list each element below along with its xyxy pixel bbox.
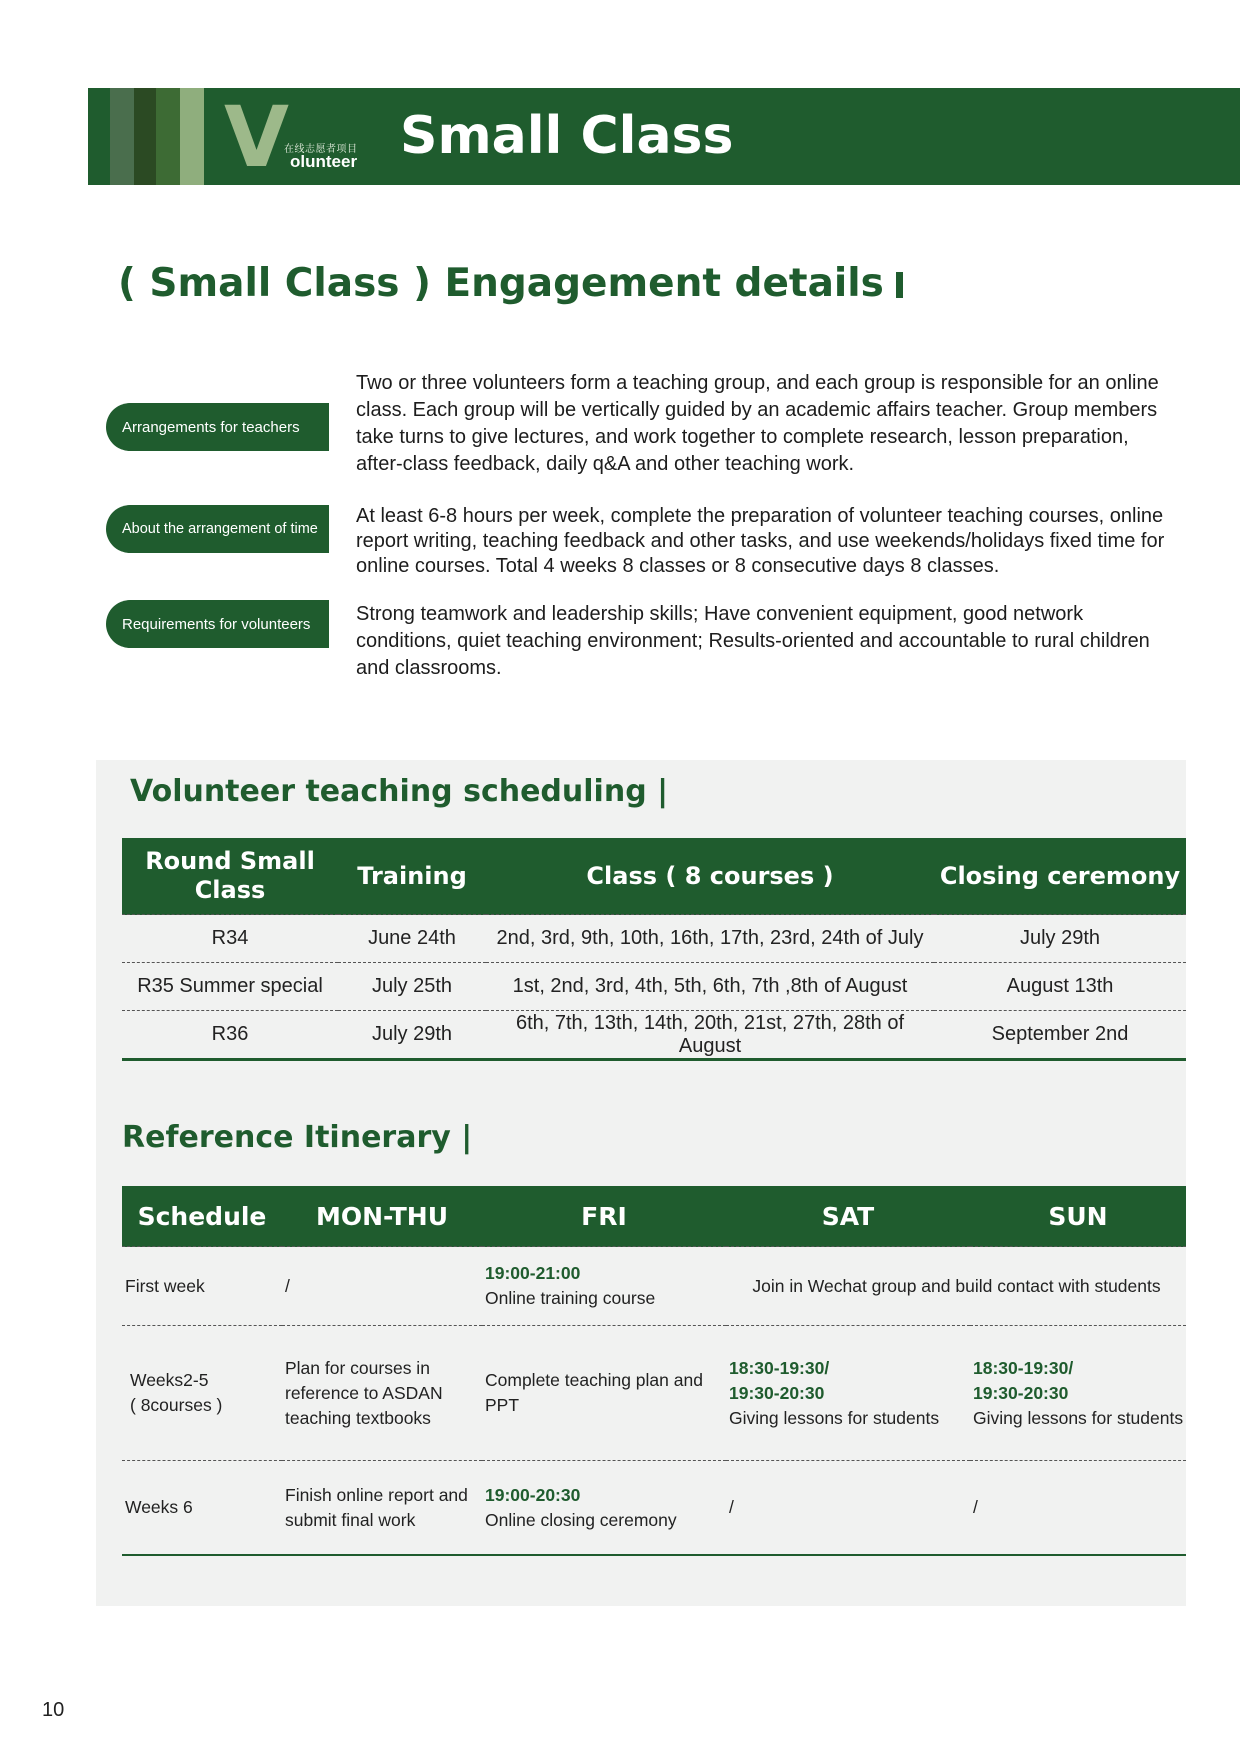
column-header: SAT	[726, 1186, 970, 1247]
title-bar-marker	[896, 272, 903, 298]
table-row	[122, 1247, 1186, 1326]
cell-fri	[482, 1247, 726, 1326]
activity-text: Online closing ceremony	[485, 1509, 677, 1530]
cell-sun: /	[970, 1461, 1186, 1556]
table-row	[122, 1461, 1186, 1556]
decorative-stripe	[110, 88, 134, 185]
cell-mon-thu: /	[282, 1247, 482, 1326]
cell-sun	[970, 1326, 1186, 1461]
label-arrangement-time: About the arrangement of time	[106, 505, 329, 553]
cell-mon-thu: Finish online report and submit final work	[282, 1461, 482, 1556]
cell-class: 6th, 7th, 13th, 14th, 20th, 21st, 27th, 28th of August	[486, 1011, 934, 1060]
cell-fri: Complete teaching plan and PPT	[482, 1326, 726, 1461]
column-header: SUN	[970, 1186, 1186, 1247]
table-row	[122, 1326, 1186, 1461]
decorative-stripe	[180, 88, 204, 185]
activity-text: Online training course	[485, 1288, 656, 1308]
time-slot: 19:30-20:30	[973, 1382, 1069, 1403]
column-header: MON-THU	[282, 1186, 482, 1247]
scheduling-table	[122, 838, 1186, 1061]
cell-schedule: Weeks 6	[122, 1461, 282, 1556]
column-header: Schedule	[122, 1186, 282, 1247]
cell-fri	[482, 1461, 726, 1556]
cell-schedule: First week	[122, 1247, 282, 1326]
column-header: Training	[338, 838, 486, 915]
itinerary-title: Reference Itinerary |	[122, 1120, 473, 1155]
cell-weekend: Join in Wechat group and build contact with students	[726, 1247, 1186, 1326]
label-arrangements-teachers: Arrangements for teachers	[106, 403, 329, 451]
activity-text: Giving lessons for students	[973, 1407, 1184, 1428]
cell-sat	[726, 1326, 970, 1461]
time-slot: 18:30-19:30/	[729, 1357, 830, 1378]
cell-class: 1st, 2nd, 3rd, 4th, 5th, 6th, 7th ,8th of August	[486, 963, 934, 1011]
column-header: Closing ceremony	[934, 838, 1186, 915]
table-row	[122, 915, 1186, 963]
cell-round: R36	[122, 1011, 338, 1060]
scheduling-title: Volunteer teaching scheduling |	[130, 774, 669, 809]
cell-round: R34	[122, 915, 338, 963]
cell-sat: /	[726, 1461, 970, 1556]
cell-closing: September 2nd	[934, 1011, 1186, 1060]
table-row	[122, 1011, 1186, 1060]
page-title: Small Class	[400, 106, 734, 166]
cell-training: July 29th	[338, 1011, 486, 1060]
engagement-title-text: ( Small Class ) Engagement details	[118, 261, 884, 306]
cell-training: July 25th	[338, 963, 486, 1011]
cell-mon-thu: Plan for courses in reference to ASDAN teaching textbooks	[282, 1326, 482, 1461]
decorative-stripe	[134, 88, 156, 185]
text-arrangements-teachers: Two or three volunteers form a teaching group, and each group is responsible for an online class. Each group will be vertically guided by an academic affairs teacher. Group members take turns to give lectures, and work together to complete research, lesson preparation, after-class feedback, daily q&A and other teaching work.	[356, 372, 1159, 475]
engagement-title	[118, 258, 903, 310]
cell-class: 2nd, 3rd, 9th, 10th, 16th, 17th, 23rd, 24th of July	[486, 915, 934, 963]
cell-training: June 24th	[338, 915, 486, 963]
itinerary-table	[122, 1186, 1186, 1556]
schedule-panel	[96, 760, 1186, 1606]
page-number: 10	[42, 1699, 65, 1721]
volunteer-logo-chinese: 在线志愿者项目	[284, 144, 358, 155]
schedule-sublabel: ( 8courses )	[130, 1395, 223, 1415]
time-slot: 19:00-20:30	[485, 1484, 581, 1505]
column-header: FRI	[482, 1186, 726, 1247]
schedule-label: Weeks2-5	[130, 1370, 209, 1390]
column-header: Class ( 8 courses )	[486, 838, 934, 915]
text-requirements: Strong teamwork and leadership skills; Have convenient equipment, good network conditions, quiet teaching environment; Results-oriented and accountable to rural children and classrooms.	[356, 603, 1150, 679]
cell-schedule	[122, 1326, 282, 1461]
cell-closing: August 13th	[934, 963, 1186, 1011]
time-slot: 18:30-19:30/	[973, 1357, 1074, 1378]
cell-round: R35 Summer special	[122, 963, 338, 1011]
text-arrangement-time: At least 6-8 hours per week, complete the preparation of volunteer teaching courses, online report writing, teaching feedback and other tasks, and use weekends/holidays fixed time for online courses. Total 4 weeks 8 classes or 8 consecutive days 8 classes.	[356, 505, 1165, 577]
activity-text: Giving lessons for students	[729, 1407, 940, 1428]
time-slot: 19:00-21:00	[485, 1263, 581, 1283]
label-requirements: Requirements for volunteers	[106, 600, 329, 648]
table-header-row	[122, 1186, 1186, 1247]
column-header: Round Small Class	[122, 838, 338, 915]
table-row	[122, 963, 1186, 1011]
header-banner	[88, 88, 1240, 185]
volunteer-logo-letter: V	[224, 88, 290, 186]
volunteer-logo-word: olunteer	[290, 152, 358, 171]
time-slot: 19:30-20:30	[729, 1382, 825, 1403]
table-header-row	[122, 838, 1186, 915]
cell-closing: July 29th	[934, 915, 1186, 963]
decorative-stripe	[156, 88, 180, 185]
